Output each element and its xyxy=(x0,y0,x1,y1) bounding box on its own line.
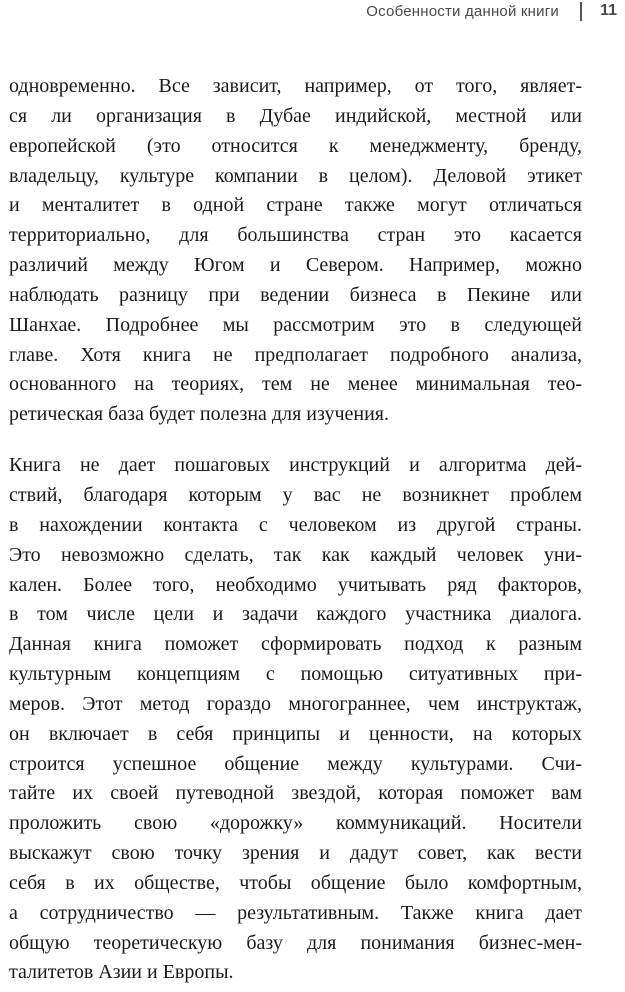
text-line: Данная книга поможет сформировать подход к разным xyxy=(9,633,582,656)
text-line: главе. Хотя книга не предполагает подробного анализа, xyxy=(9,343,582,366)
text-body xyxy=(9,72,582,988)
text-line: Это невозможно сделать, так как каждый человек уни- xyxy=(9,543,582,566)
text-line: одновременно. Все зависит, например, от того, являет- xyxy=(9,75,582,97)
text-line: владельцу, культуре компании в целом). Деловой этикет xyxy=(9,164,582,187)
text-line: европейской (это относится к менеджменту, бренду, xyxy=(9,134,582,157)
text-line: культурным концепциям с помощью ситуативных при- xyxy=(9,663,582,686)
page-number: 11 xyxy=(600,2,617,19)
text-line: Книга не дает пошаговых инструкций и алгоритма дей- xyxy=(9,454,582,477)
text-line: проложить свою «дорожку» коммуникаций. Носители xyxy=(9,812,582,835)
text-line: основанного на теориях, тем не менее минимальная тео- xyxy=(9,373,582,396)
text-line: наблюдать разницу при ведении бизнеса в Пекине или xyxy=(9,283,582,306)
text-line: кален. Более того, необходимо учитывать ряд факторов, xyxy=(9,573,582,596)
text-line: себя в их обществе, чтобы общение было комфортным, xyxy=(9,871,582,894)
text-line: ся ли организация в Дубае индийской, местной или xyxy=(9,104,582,127)
text-line: общую теоретическую базу для понимания бизнес-мен- xyxy=(9,931,582,954)
text-line: меров. Этот метод гораздо многограннее, чем инструктаж, xyxy=(9,692,582,715)
running-header xyxy=(0,0,625,34)
text-line: территориально, для большинства стран это касается xyxy=(9,224,582,247)
text-line: тайте их своей путеводной звездой, которая поможет вам xyxy=(9,782,582,805)
text-line: Шанхае. Подробнее мы рассмотрим это в следующей xyxy=(9,313,582,336)
text-line: талитетов Азии и Европы. xyxy=(9,961,234,984)
header-divider xyxy=(580,2,582,21)
text-line: строится успешное общение между культурами. Счи- xyxy=(9,752,582,775)
text-line: в том числе цели и задачи каждого участника диалога. xyxy=(9,603,582,626)
running-header-title: Особенности данной книги xyxy=(366,3,559,20)
text-line: он включает в себя принципы и ценности, на которых xyxy=(9,722,582,745)
paragraph-2 xyxy=(9,451,582,988)
text-line: и менталитет в одной стране также могут отличаться xyxy=(9,194,582,217)
paragraph-1 xyxy=(9,72,582,430)
text-line: ретическая база будет полезна для изучения. xyxy=(9,403,389,426)
text-line: а сотрудничество — результативным. Также книга дает xyxy=(9,901,582,924)
text-line: ствий, благодаря которым у вас не возникнет проблем xyxy=(9,483,582,506)
text-line: различий между Югом и Севером. Например, можно xyxy=(9,254,582,277)
text-line: в нахождении контакта с человеком из другой страны. xyxy=(9,513,582,536)
text-line: выскажут свою точку зрения и дадут совет, как вести xyxy=(9,842,582,865)
